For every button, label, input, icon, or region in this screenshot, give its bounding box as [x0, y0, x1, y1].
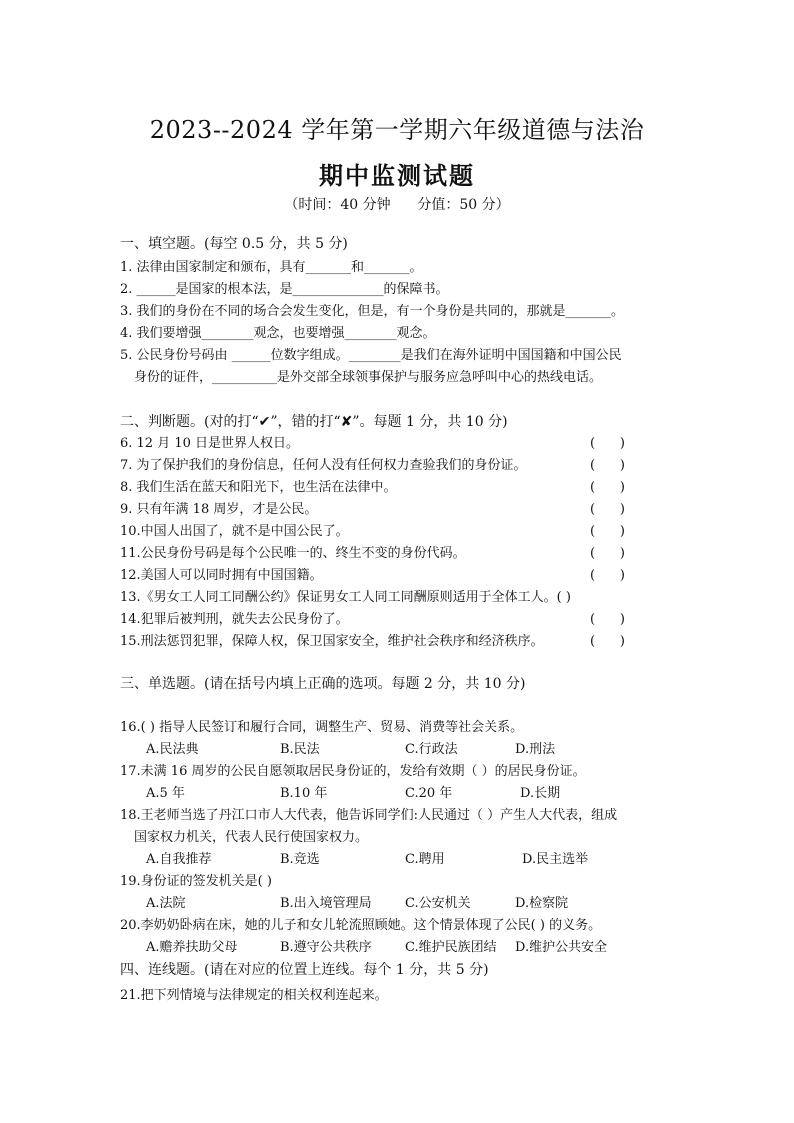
question-20: 20.李奶奶卧病在床，她的儿子和女儿轮流照顾她。这个情景体现了公民( ) 的义务。	[120, 918, 602, 933]
section2-heading: 二、判断题。(对的打“✔”，错的打“✘”。每题 1 分，共 10 分)	[120, 414, 508, 430]
question-17: 17.未满 16 周岁的公民自愿领取居民身份证的，发给有效期（ ）的居民身份证。	[120, 764, 586, 779]
question-5-line1: 5. 公民身份号码由 ______位数字组成。________是我们在海外证明中国国籍和中国公民	[120, 348, 622, 363]
question-1: 1. 法律由国家制定和颁布，具有_______和_______。	[120, 260, 423, 275]
q18-option-d: D.民主选举	[522, 852, 589, 867]
q17-option-a: A.5 年	[146, 786, 185, 801]
question-5-line2: 身份的证件，__________是外交部全球领事保护与服务应急呼叫中心的热线电话。	[134, 370, 603, 385]
exam-title-line2: 期中监测试题	[319, 161, 475, 190]
true-false-item: 15.刑法惩罚犯罪，保障人权，保卫国家安全，维护社会秩序和经济秩序。	[120, 634, 544, 649]
true-false-item: 9. 只有年满 18 周岁，才是公民。	[120, 502, 318, 517]
q18-option-b: B.竞选	[280, 852, 320, 867]
true-false-item: 14.犯罪后被判刑，就失去公民身份了。	[120, 612, 349, 627]
q19-option-d: D.检察院	[515, 896, 569, 911]
q17-option-b: B.10 年	[280, 786, 328, 801]
answer-blank[interactable]: ( )	[590, 480, 625, 495]
true-false-item: 10.中国人出国了，就不是中国公民了。	[120, 524, 349, 539]
q16-option-d: D.刑法	[515, 742, 556, 757]
answer-blank[interactable]: ( )	[590, 436, 625, 451]
question-3: 3. 我们的身份在不同的场合会发生变化，但是，有一个身份是共同的，那就是_______。	[120, 304, 625, 319]
true-false-item: 12.美国人可以同时拥有中国国籍。	[120, 568, 323, 583]
answer-blank[interactable]: ( )	[590, 612, 625, 627]
answer-blank[interactable]: ( )	[590, 458, 625, 473]
answer-blank[interactable]: ( )	[590, 568, 625, 583]
exam-title-line1: 2023--2024 学年第一学期六年级道德与法治	[149, 116, 645, 144]
q19-option-a: A.法院	[146, 896, 186, 911]
answer-blank[interactable]: ( )	[590, 502, 625, 517]
question-19: 19.身份证的签发机关是( )	[120, 874, 272, 889]
q19-option-b: B.出入境管理局	[280, 896, 372, 911]
question-18-line2: 国家权力机关，代表人民行使国家权力。	[134, 830, 369, 845]
true-false-item: 8. 我们生活在蓝天和阳光下，也生活在法律中。	[120, 480, 397, 495]
q16-option-a: A.民法典	[146, 742, 199, 757]
section1-heading: 一、填空题。(每空 0.5 分，共 5 分)	[120, 236, 348, 252]
answer-blank[interactable]: ( )	[590, 524, 625, 539]
q16-option-b: B.民法	[280, 742, 320, 757]
true-false-item: 13.《男女工人同工同酬公约》保证男女工人同工同酬原则适用于全体工人。( )	[120, 590, 571, 605]
true-false-item: 11.公民身份号码是每个公民唯一的、终生不变的身份代码。	[120, 546, 466, 561]
question-21: 21.把下列情境与法律规定的相关权利连起来。	[120, 988, 388, 1003]
answer-blank[interactable]: ( )	[590, 634, 625, 649]
section4-heading: 四、连线题。(请在对应的位置上连线。每个 1 分，共 5 分)	[120, 962, 489, 978]
answer-blank[interactable]: ( )	[590, 546, 625, 561]
q18-option-a: A.自我推荐	[146, 852, 212, 867]
q17-option-d: D.长期	[520, 786, 561, 801]
q20-option-d: D.维护公共安全	[515, 940, 608, 955]
question-18-line1: 18.王老师当选了丹江口市人大代表，他告诉同学们:人民通过（ ）产生人大代表，组成	[120, 808, 618, 823]
true-false-item: 7. 为了保护我们的身份信息，任何人没有任何权力查验我们的身份证。	[120, 458, 527, 473]
q16-option-c: C.行政法	[405, 742, 458, 757]
true-false-item: 6. 12 月 10 日是世界人权日。	[120, 436, 300, 451]
question-4: 4. 我们要增强________观念，也要增强________观念。	[120, 326, 436, 341]
q20-option-b: B.遵守公共秩序	[280, 940, 372, 955]
q17-option-c: C.20 年	[405, 786, 453, 801]
question-2: 2. ______是国家的根本法，是______________的保障书。	[120, 282, 449, 297]
q18-option-c: C.聘用	[405, 852, 445, 867]
section3-heading: 三、单选题。(请在括号内填上正确的选项。每题 2 分，共 10 分)	[120, 676, 526, 692]
question-16: 16.( ) 指导人民签订和履行合同，调整生产、贸易、消费等社会关系。	[120, 720, 524, 735]
q20-option-c: C.维护民族团结	[405, 940, 497, 955]
exam-time-score: （时间：40 分钟 分值：50 分）	[284, 197, 510, 213]
q20-option-a: A.赡养扶助父母	[146, 940, 238, 955]
q19-option-c: C.公安机关	[405, 896, 471, 911]
